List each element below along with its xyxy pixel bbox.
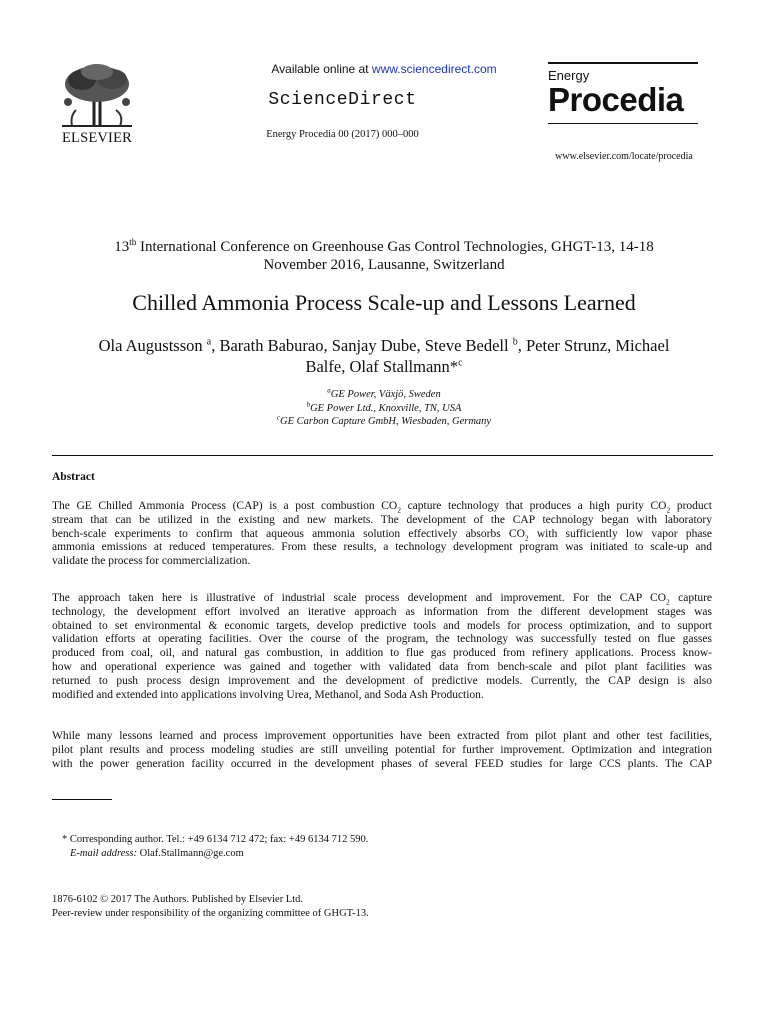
text-line: The GE Chilled Ammonia Process (CAP) is a post combustion $CO_2$ capture technology that produces a high purity $CO_2$ product [52,500,712,515]
author-affil-mark: c [458,357,463,369]
conference-name: International Conference on Greenhouse Gas Control Technologies, GHGT-13, 14-18 [136,239,654,255]
affiliation-mark: a [327,386,331,395]
text-line: produced from coal, oil, and natural gas combustion, in addition to flue gas produced from refinery applications. Process know- [52,647,712,660]
affiliation-item [0,402,768,416]
text-line: technology, the development effort involved an iterative approach as information from the different development stages was [52,605,712,618]
text-line: validation efforts at operating facilities. Over the course of the program, the technology was successfully tested on flue gasses [52,633,712,646]
logo-bottom-rule [548,123,698,124]
text-line: ammonia emissions at reduced temperatures. From these results, a technology development program was initiated to scale-up and [52,541,712,554]
text-line: The approach taken here is illustrative of industrial scale process development and improvement. For the CAP $CO_2$ capture [52,592,712,607]
conference-number-suffix: th [129,237,137,247]
logo-top-rule [548,62,698,64]
peer-review-line: Peer-review under responsibility of the organizing committee of GHGT-13. [52,908,369,919]
author-names: , Peter Strunz, Michael [517,336,670,355]
journal-procedia-word: Procedia [548,81,684,118]
conference-line [60,238,708,274]
author-list [40,335,728,377]
publisher-name: ELSEVIER [61,130,133,146]
author-names: , Barath Baburao, Sanjay Dube, Steve Bedell [211,336,509,355]
affiliation-item [0,415,768,429]
affiliation-mark: c [276,413,281,422]
text-line: with the power generation facility occurred in the development phases of several FEED studies for large CCS plants. The CAP [52,757,712,770]
text-line: how and operational experience was gained and together with validated data from bench-scale and pilot plant facilities was [52,660,712,673]
author-name: Ola Augustsson [98,336,203,355]
author-affil-mark: b [512,336,518,348]
sciencedirect-wordmark: ScienceDirect [268,90,417,110]
text-line: pilot plant results and process modeling studies are still unveiling potential for further improvement. Optimization and integration [52,743,712,756]
abstract-paragraph [52,730,712,771]
corresponding-author-note: * Corresponding author. Tel.: +49 6134 712 472; fax: +49 6134 712 590. [62,834,369,845]
affiliation-text: GE Power, Växjö, Sweden [330,389,441,400]
available-online-label: Available online at [271,62,372,76]
text-line: modified and extended into applications involving Urea, Methanol, and Soda Ash Production. [52,688,484,701]
email-note [70,848,244,859]
author-names: Balfe, Olaf Stallmann* [305,357,459,376]
author-affil-mark: a [206,336,212,348]
abstract-divider [52,455,713,456]
energy-procedia-logo [548,62,704,124]
sciencedirect-link[interactable]: www.sciencedirect.com [371,62,497,76]
email-label: E-mail address: [70,848,137,859]
affiliations [0,388,768,429]
conference-number: 13 [114,239,130,255]
journal-citation: Energy Procedia 00 (2017) 000–000 [266,129,419,140]
journal-energy-word: Energy [548,68,590,83]
text-line: returned to push process design improvement and the development of predictive models. Currently, the CAP design is also [52,674,712,687]
affiliation-text: GE Carbon Capture GmbH, Wiesbaden, Germany [280,416,492,427]
journal-url[interactable]: www.elsevier.com/locate/procedia [555,151,693,162]
affiliation-mark: b [306,400,311,408]
abstract-heading: Abstract [52,471,95,483]
text-line: While many lessons learned and process improvement opportunities have been extracted from pilot plant and other test facilities, [52,730,712,742]
affiliation-text: GE Power Ltd., Knoxville, TN, USA [310,402,462,414]
text-line: validate the process for commercialization. [52,555,251,568]
footnote-divider [52,799,112,800]
abstract-paragraph [52,500,712,569]
text-line: obtained to set environmental & economic targets, develop predictive tools and models for process optimization, and to support [52,619,712,632]
text-line: bench-scale experiments to confirm that aqueous ammonia solution effectively absorbs $CO_2$ with sufficiently low vapor phase [52,527,712,542]
abstract-paragraph [52,592,712,702]
conference-dates-location: November 2016, Lausanne, Switzerland [263,257,505,273]
email-address[interactable]: Olaf.Stallmann@ge.com [136,848,244,859]
copyright-line: 1876-6102 © 2017 The Authors. Published by Elsevier Ltd. [52,894,304,905]
text-line: stream that can be utilized in the existing and new markets. The development of the CAP technology began with laboratory [52,513,712,526]
affiliation-item [0,388,768,402]
paper-title: Chilled Ammonia Process Scale-up and Lessons Learned [132,290,636,315]
